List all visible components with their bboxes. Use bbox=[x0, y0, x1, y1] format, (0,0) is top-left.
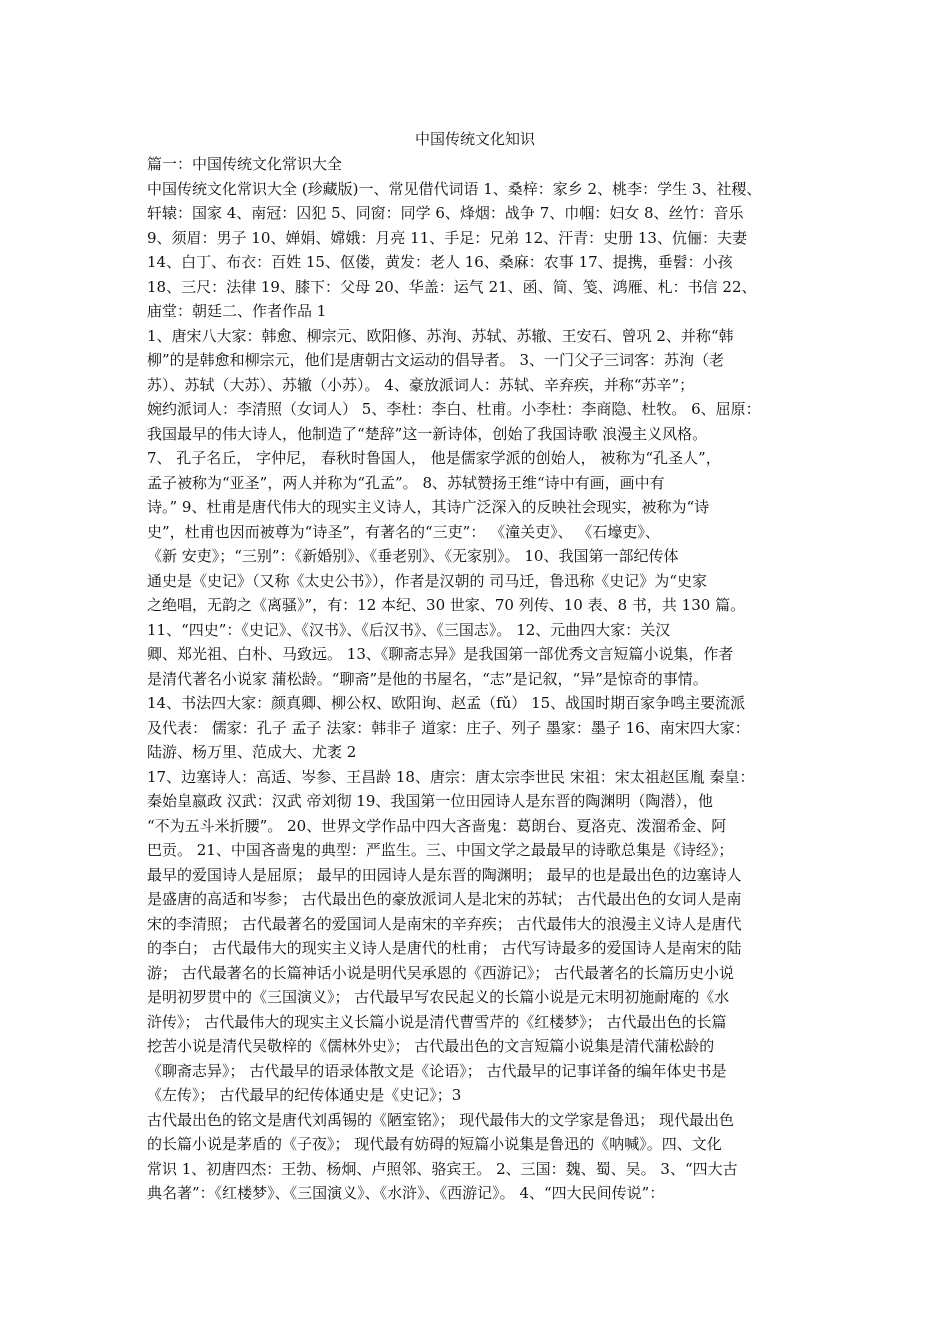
text-line: 17、边塞诗人：高适、岑参、王昌龄 18、唐宗：唐太宗李世民 宋祖：宋太祖赵匡胤 秦皇： bbox=[147, 767, 755, 786]
text-line: 巴贡。 21、中国吝啬鬼的典型：严监生。三、中国文学之最最早的诗歌总集是《诗经》； bbox=[147, 841, 734, 859]
text-line: 《聊斋志异》； 古代最早的语录体散文是《论语》； 古代最早的记事详备的编年体史书是 bbox=[147, 1061, 727, 1080]
text-line: 常识 1、初唐四杰：王勃、杨炯、卢照邻、骆宾王。 2、三国：魏、蜀、吴。 3、“四大古 bbox=[147, 1159, 738, 1178]
text-line: “不为五斗米折腰”。 20、世界文学作品中四大吝啬鬼：葛朗台、夏洛克、泼溜希金、阿 bbox=[147, 816, 727, 835]
text-line: 浒传》； 古代最伟大的现实主义长篇小说是清代曹雪芹的《红楼梦》； 古代最出色的长篇 bbox=[147, 1012, 727, 1031]
text-line: 典名著”：《红楼梦》、《三国演义》、《水浒》、《西游记》。 4、“四大民间传说”： bbox=[147, 1184, 665, 1202]
text-line: 《新 安吏》；“三别”：《新婚别》、《垂老别》、《无家别》。 10、我国第一部纪传体 bbox=[147, 547, 679, 565]
text-line: 古代最出色的铭文是唐代刘禹锡的《陋室铭》； 现代最伟大的文学家是鲁迅； 现代最出色 bbox=[147, 1110, 735, 1129]
text-line: 的长篇小说是茅盾的《子夜》； 现代最有妨碍的短篇小说集是鲁迅的《呐喊》。四、文化 bbox=[147, 1135, 722, 1153]
text-line: 9、须眉：男子 10、婵娟、嫦娥：月亮 11、手足：兄弟 12、汗青：史册 13、伉俪：夫妻 bbox=[147, 228, 747, 247]
document-title: 中国传统文化知识 bbox=[414, 130, 535, 148]
text-line: 轩辕：国家 4、南冠：囚犯 5、同窗：同学 6、烽烟：战争 7、巾帼：妇女 8、丝竹：音乐 bbox=[147, 204, 744, 222]
text-line: 苏）、苏轼（大苏）、苏辙（小苏）。 4、豪放派词人：苏轼、辛弃疾，并称“苏辛”； bbox=[147, 375, 695, 394]
text-line: 孟子被称为“亚圣”，两人并称为“孔孟”。 8、苏轼赞扬王维“诗中有画，画中有 bbox=[147, 473, 665, 492]
text-line: 我国最早的伟大诗人，他制造了“楚辞”这一新诗体，创始了我国诗歌 浪漫主义风格。 bbox=[147, 424, 708, 443]
text-line: 柳”的是韩愈和柳宗元，他们是唐朝古文运动的倡导者。 3、一门父子三词客：苏洵（老 bbox=[147, 351, 724, 369]
text-line: 卿、郑光祖、白朴、马致远。 13、《聊斋志异》是我国第一部优秀文言短篇小说集，作者 bbox=[147, 645, 734, 663]
text-line: 陆游、杨万里、范成大、尤袤 2 bbox=[147, 743, 357, 761]
text-line: 最早的爱国诗人是屈原； 最早的田园诗人是东晋的陶渊明； 最早的也是最出色的边塞诗人 bbox=[147, 865, 742, 884]
text-line: 之绝唱，无韵之《离骚》”，有：12 本纪、30 世家、70 列传、10 表、8 书，共 130 篇。 bbox=[147, 596, 746, 614]
text-line: 的李白； 古代最伟大的现实主义诗人是唐代的杜甫； 古代写诗最多的爱国诗人是南宋的陆 bbox=[147, 939, 742, 957]
text-line: 是盛唐的高适和岑参； 古代最出色的豪放派词人是北宋的苏轼； 古代最出色的女词人是南 bbox=[147, 890, 742, 908]
text-line: 《左传》； 古代最早的纪传体通史是《史记》；3 bbox=[147, 1086, 462, 1104]
text-line: 是清代著名小说家 蒲松龄。“聊斋”是他的书屋名，“志”是记叙，“异”是惊奇的事情。 bbox=[147, 669, 708, 688]
text-line: 庙堂：朝廷二、作者作品 1 bbox=[147, 302, 327, 320]
text-line: 14、书法四大家：颜真卿、柳公权、欧阳询、赵孟（fǔ） 15、战国时期百家争鸣主要流派 bbox=[147, 694, 746, 712]
text-line: 诗。” 9、杜甫是唐代伟大的现实主义诗人，其诗广泛深入的反映社会现实，被称为“诗 bbox=[147, 498, 710, 516]
text-line: 挖苦小说是清代吴敬梓的《儒林外史》； 古代最出色的文言短篇小说集是清代蒲松龄的 bbox=[147, 1037, 715, 1055]
text-line: 18、三尺：法律 19、膝下：父母 20、华盖：运气 21、函、简、笺、鸿雁、札：书信 22、 bbox=[147, 277, 757, 296]
text-line: 中国传统文化常识大全 (珍藏版)一、常见借代词语 1、桑梓：家乡 2、桃李：学生 3、社稷、 bbox=[147, 179, 762, 198]
text-line: 通史是《史记》（又称《太史公书》），作者是汉朝的 司马迁，鲁迅称《史记》为“史家 bbox=[147, 571, 707, 590]
text-line: 史”，杜甫也因而被尊为“诗圣”，有著名的“三吏”： 《潼关吏》、 《石壕吏》、 bbox=[147, 522, 660, 541]
text-line: 及代表： 儒家：孔子 孟子 法家：韩非子 道家：庄子、列子 墨家：墨子 16、南宋四大家： bbox=[147, 718, 750, 737]
document-body bbox=[147, 152, 815, 1206]
text-line: 是明初罗贯中的《三国演义》； 古代最早写农民起义的长篇小说是元末明初施耐庵的《水 bbox=[147, 988, 730, 1006]
text-line: 秦始皇嬴政 汉武：汉武 帝刘彻 19、我国第一位田园诗人是东晋的陶渊明（陶潜），他 bbox=[147, 792, 713, 810]
text-line: 篇一：中国传统文化常识大全 bbox=[147, 155, 343, 173]
text-line: 14、白丁、布衣：百姓 15、伛偻，黄发：老人 16、桑麻：农事 17、提携，垂髫：小孩 bbox=[147, 253, 733, 271]
text-line: 7、 孔子名丘， 字仲尼， 春秋时鲁国人， 他是儒家学派的创始人， 被称为“孔圣人”， bbox=[147, 449, 721, 467]
text-line: 游； 古代最著名的长篇神话小说是明代吴承恩的《西游记》； 古代最著名的长篇历史小说 bbox=[147, 963, 735, 982]
text-line: 宋的李清照； 古代最著名的爱国词人是南宋的辛弃疾； 古代最伟大的浪漫主义诗人是唐代 bbox=[147, 914, 742, 933]
text-line: 婉约派词人：李清照（女词人） 5、李杜：李白、杜甫。小李杜：李商隐、杜牧。 6、屈原： bbox=[147, 400, 761, 418]
text-line: 1、唐宋八大家：韩愈、柳宗元、欧阳修、苏洵、苏轼、苏辙、王安石、曾巩 2、并称“韩 bbox=[147, 326, 734, 345]
text-line: 11、“四史”：《史记》、《汉书》、《后汉书》、《三国志》。 12、元曲四大家：关汉 bbox=[147, 620, 671, 639]
